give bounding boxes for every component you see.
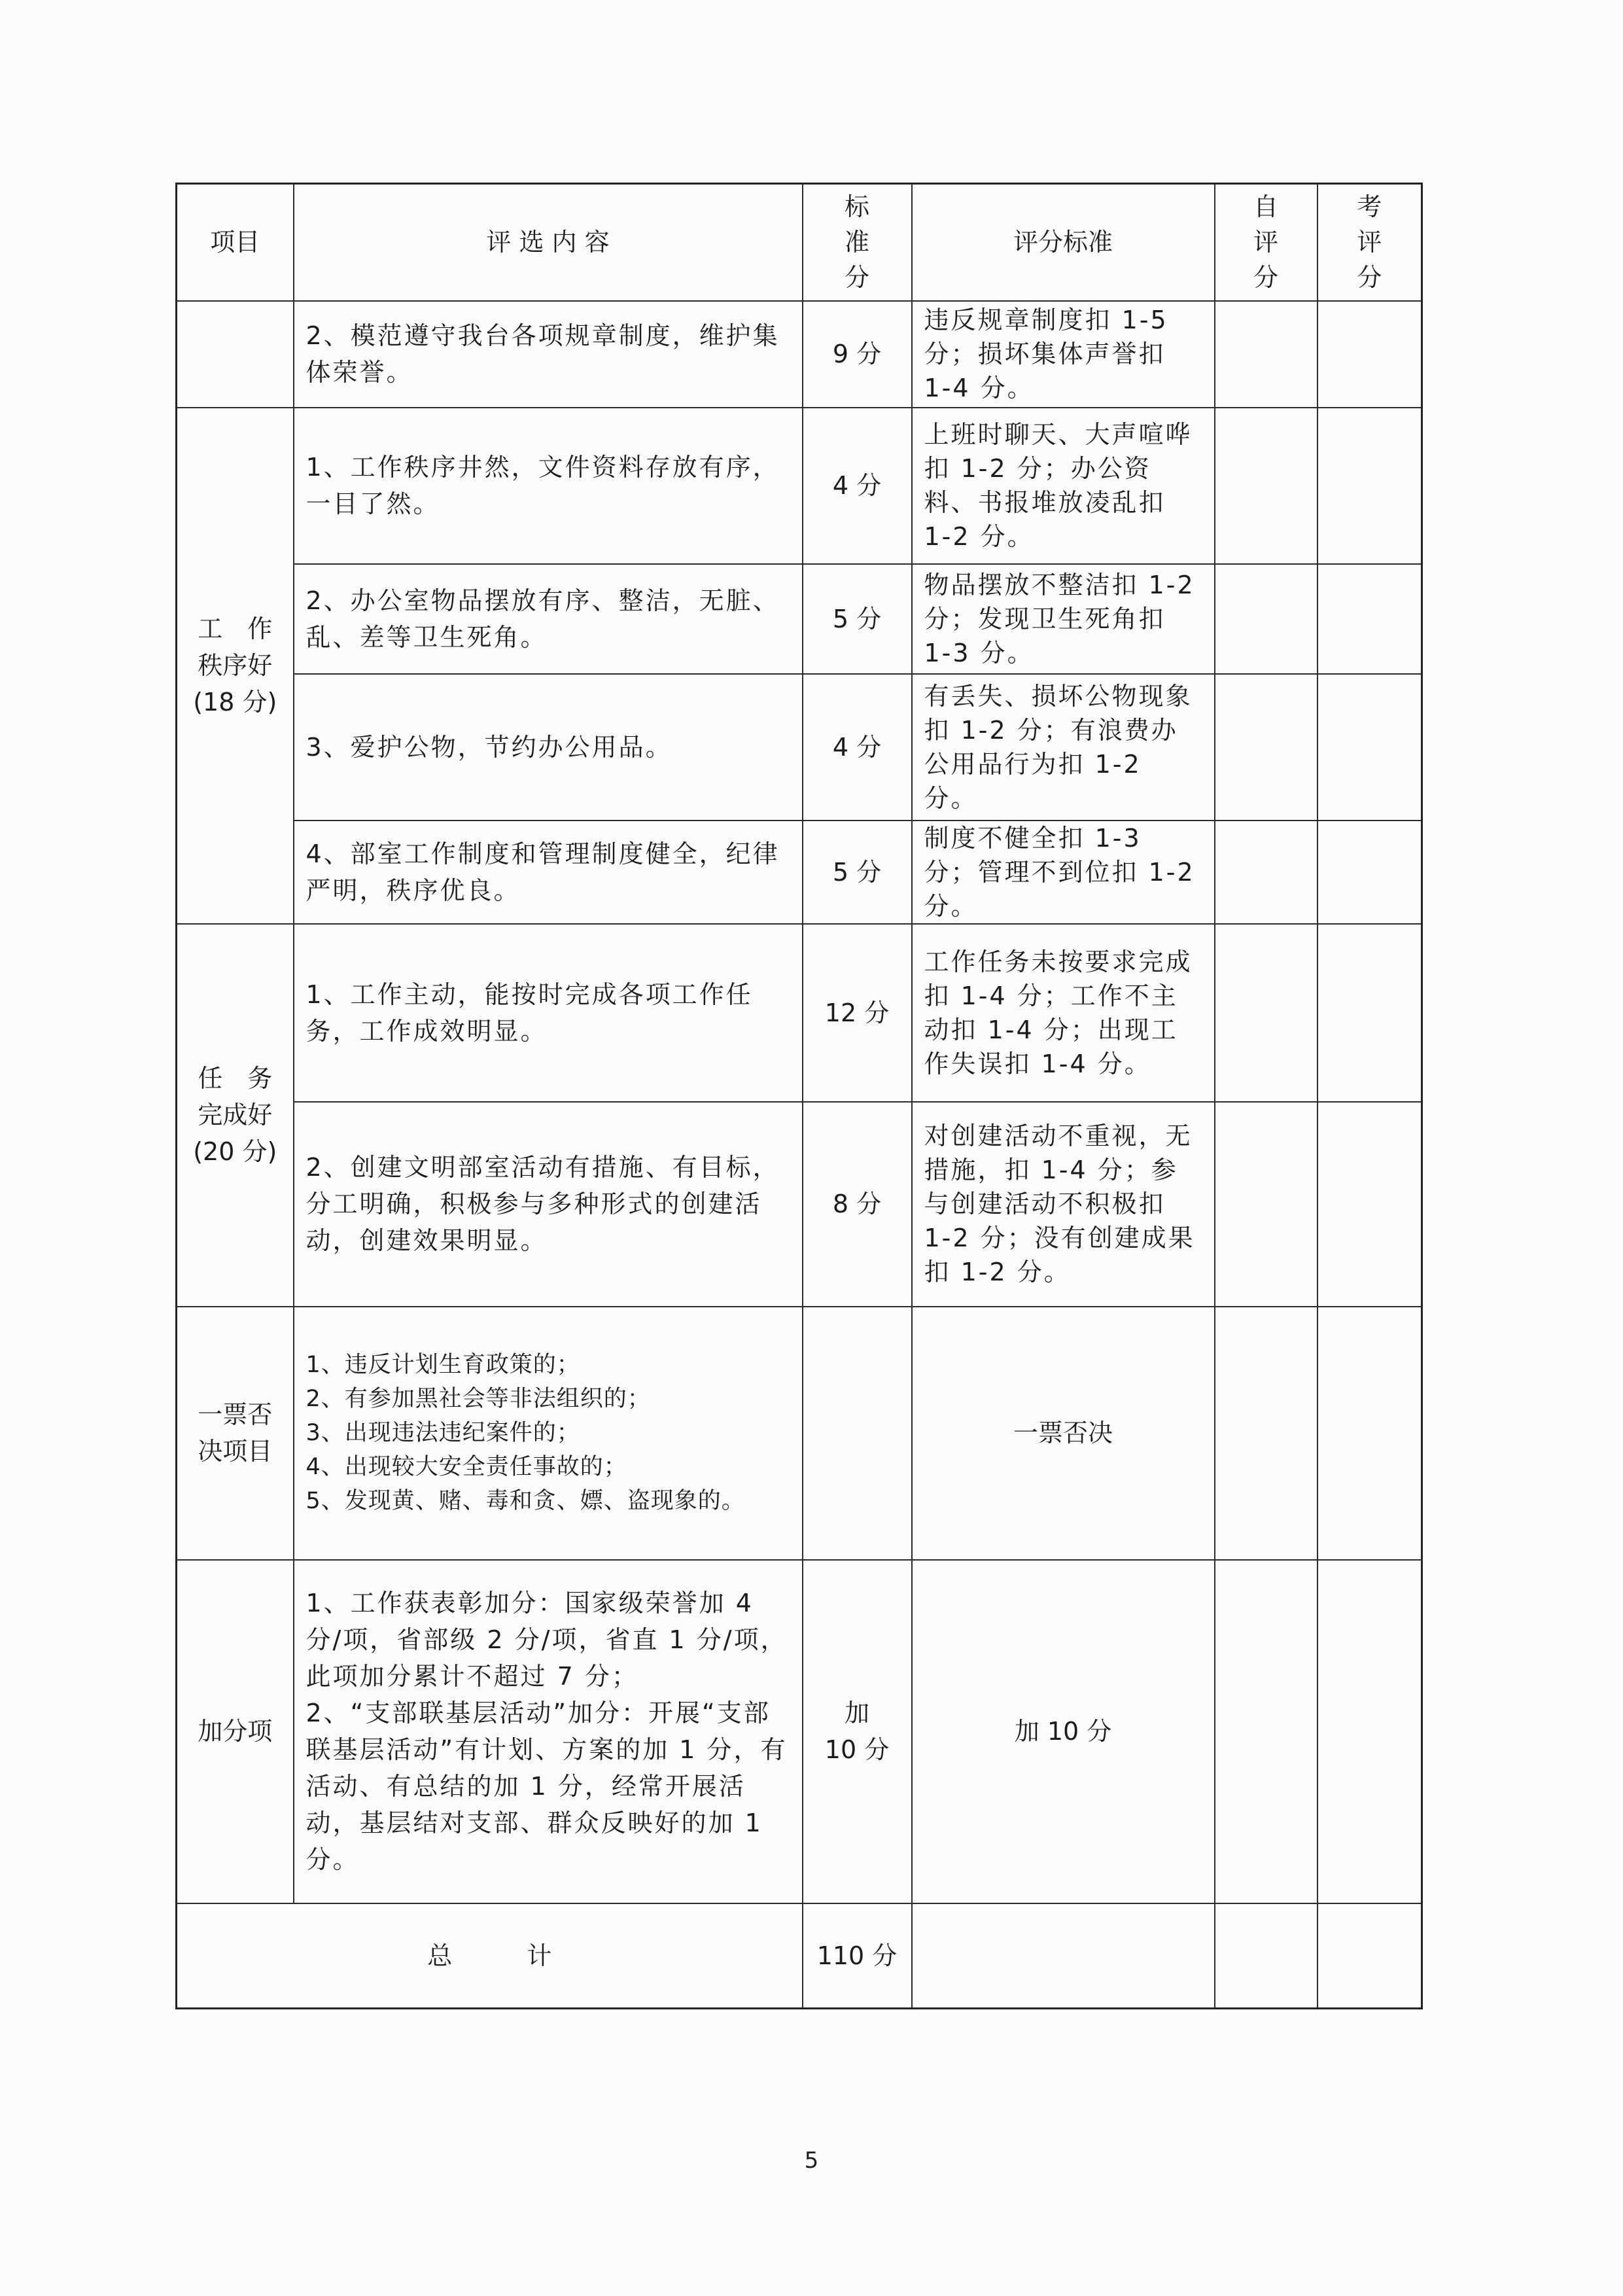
score-cell: 4 分 [803, 408, 912, 564]
veto-criteria: 一票否决 [912, 1307, 1215, 1560]
table-row [177, 821, 1422, 924]
content-cell: 2、创建文明部室活动有措施、有目标，分工明确，积极参与多种形式的创建活动，创建效果明显。 [294, 1102, 803, 1307]
bonus-score-line: 10 分 [824, 1735, 890, 1764]
category-work-order [177, 408, 294, 924]
review-score-cell [1318, 821, 1422, 924]
veto-item: 1、违反计划生育政策的； [305, 1352, 580, 1378]
header-standard-score-cell [803, 184, 912, 301]
table-row [177, 564, 1422, 674]
criteria-cell: 对创建活动不重视，无措施，扣 1-4 分；参与创建活动不积极扣 1-2 分；没有创建成果扣 1-2 分。 [912, 1102, 1215, 1307]
header-review-score: 考评分 [1357, 192, 1382, 292]
score-cell: 5 分 [803, 821, 912, 924]
self-score-cell [1215, 1560, 1318, 1903]
content-cell: 4、部室工作制度和管理制度健全，纪律严明，秩序优良。 [294, 821, 803, 924]
header-review-score-cell [1318, 184, 1422, 301]
self-score-cell [1215, 564, 1318, 674]
table-row-veto [177, 1307, 1422, 1560]
self-score-cell [1215, 301, 1318, 408]
self-score-cell [1215, 674, 1318, 821]
self-score-cell [1215, 408, 1318, 564]
category-cell-empty [177, 301, 294, 408]
category-veto [177, 1307, 294, 1560]
review-score-cell [1318, 1560, 1422, 1903]
table-row [177, 301, 1422, 408]
criteria-cell: 制度不健全扣 1-3 分；管理不到位扣 1-2 分。 [912, 821, 1215, 924]
category-line: 完成好 [198, 1101, 273, 1129]
review-score-cell [1318, 1102, 1422, 1307]
bonus-items-cell [294, 1560, 803, 1903]
total-score: 110 分 [803, 1903, 912, 2009]
category-line: 工 作 [198, 614, 273, 643]
self-score-cell [1215, 1102, 1318, 1307]
total-label: 总 计 [177, 1903, 803, 2009]
review-score-cell [1318, 301, 1422, 408]
total-criteria-empty [912, 1903, 1215, 2009]
veto-item: 3、出现违法违纪案件的； [305, 1420, 580, 1446]
content-cell: 1、工作主动，能按时完成各项工作任务，工作成效明显。 [294, 924, 803, 1102]
self-score-cell [1215, 1903, 1318, 2009]
self-score-cell [1215, 924, 1318, 1102]
score-cell: 5 分 [803, 564, 912, 674]
header-standard-score: 标准分 [844, 192, 869, 292]
bonus-item: 2、“支部联基层活动”加分：开展“支部联基层活动”有计划、方案的加 1 分，有活动、有总结的加 1 分，经常开展活动，基层结对支部、群众反映好的加 1 分。 [305, 1699, 788, 1874]
criteria-cell: 违反规章制度扣 1-5 分；损坏集体声誉扣 1-4 分。 [912, 301, 1215, 408]
table-row [177, 1102, 1422, 1307]
veto-items-cell [294, 1307, 803, 1560]
score-cell: 8 分 [803, 1102, 912, 1307]
bonus-item: 1、工作获表彰加分：国家级荣誉加 4 分/项，省部级 2 分/项，省直 1 分/项，此项加分累计不超过 7 分； [305, 1589, 788, 1691]
category-line: 任 务 [198, 1064, 273, 1093]
table-row [177, 924, 1422, 1102]
header-criteria: 评分标准 [912, 184, 1215, 301]
header-row [177, 184, 1422, 301]
category-task-completion [177, 924, 294, 1307]
review-score-cell [1318, 408, 1422, 564]
evaluation-table [175, 183, 1423, 2009]
table-row-total [177, 1903, 1422, 2009]
veto-item: 2、有参加黑社会等非法组织的； [305, 1386, 651, 1412]
veto-item: 4、出现较大安全责任事故的； [305, 1454, 627, 1480]
content-cell: 2、办公室物品摆放有序、整洁，无脏、乱、差等卫生死角。 [294, 564, 803, 674]
header-content: 评 选 内 容 [294, 184, 803, 301]
criteria-cell: 物品摆放不整洁扣 1-2 分；发现卫生死角扣 1-3 分。 [912, 564, 1215, 674]
review-score-cell [1318, 924, 1422, 1102]
page-number: 5 [804, 2147, 819, 2174]
category-line: 一票否 [198, 1400, 273, 1429]
self-score-cell [1215, 821, 1318, 924]
veto-item: 5、发现黄、赌、毒和贪、嫖、盗现象的。 [305, 1488, 745, 1514]
review-score-cell [1318, 1903, 1422, 2009]
category-line: 决项目 [198, 1437, 273, 1466]
header-self-score: 自评分 [1253, 192, 1278, 292]
content-cell: 1、工作秩序井然，文件资料存放有序，一目了然。 [294, 408, 803, 564]
table-row [177, 408, 1422, 564]
self-score-cell [1215, 1307, 1318, 1560]
content-cell: 3、爱护公物，节约办公用品。 [294, 674, 803, 821]
criteria-cell: 上班时聊天、大声喧哗扣 1-2 分；办公资料、书报堆放凌乱扣 1-2 分。 [912, 408, 1215, 564]
review-score-cell [1318, 674, 1422, 821]
header-project: 项目 [177, 184, 294, 301]
bonus-score-line: 加 [844, 1699, 869, 1727]
score-cell-empty [803, 1307, 912, 1560]
content-cell: 2、模范遵守我台各项规章制度，维护集体荣誉。 [294, 301, 803, 408]
criteria-cell: 有丢失、损坏公物现象扣 1-2 分；有浪费办公用品行为扣 1-2 分。 [912, 674, 1215, 821]
score-cell: 4 分 [803, 674, 912, 821]
criteria-cell: 工作任务未按要求完成扣 1-4 分；工作不主动扣 1-4 分；出现工作失误扣 1-4 分。 [912, 924, 1215, 1102]
table-row-bonus [177, 1560, 1422, 1903]
bonus-criteria: 加 10 分 [912, 1560, 1215, 1903]
review-score-cell [1318, 564, 1422, 674]
bonus-score-cell [803, 1560, 912, 1903]
category-bonus: 加分项 [177, 1560, 294, 1903]
review-score-cell [1318, 1307, 1422, 1560]
category-line: 秩序好 [198, 651, 273, 680]
score-cell: 9 分 [803, 301, 912, 408]
category-line: (20 分) [193, 1137, 277, 1166]
score-cell: 12 分 [803, 924, 912, 1102]
header-self-score-cell [1215, 184, 1318, 301]
category-line: (18 分) [193, 688, 277, 716]
table-row [177, 674, 1422, 821]
